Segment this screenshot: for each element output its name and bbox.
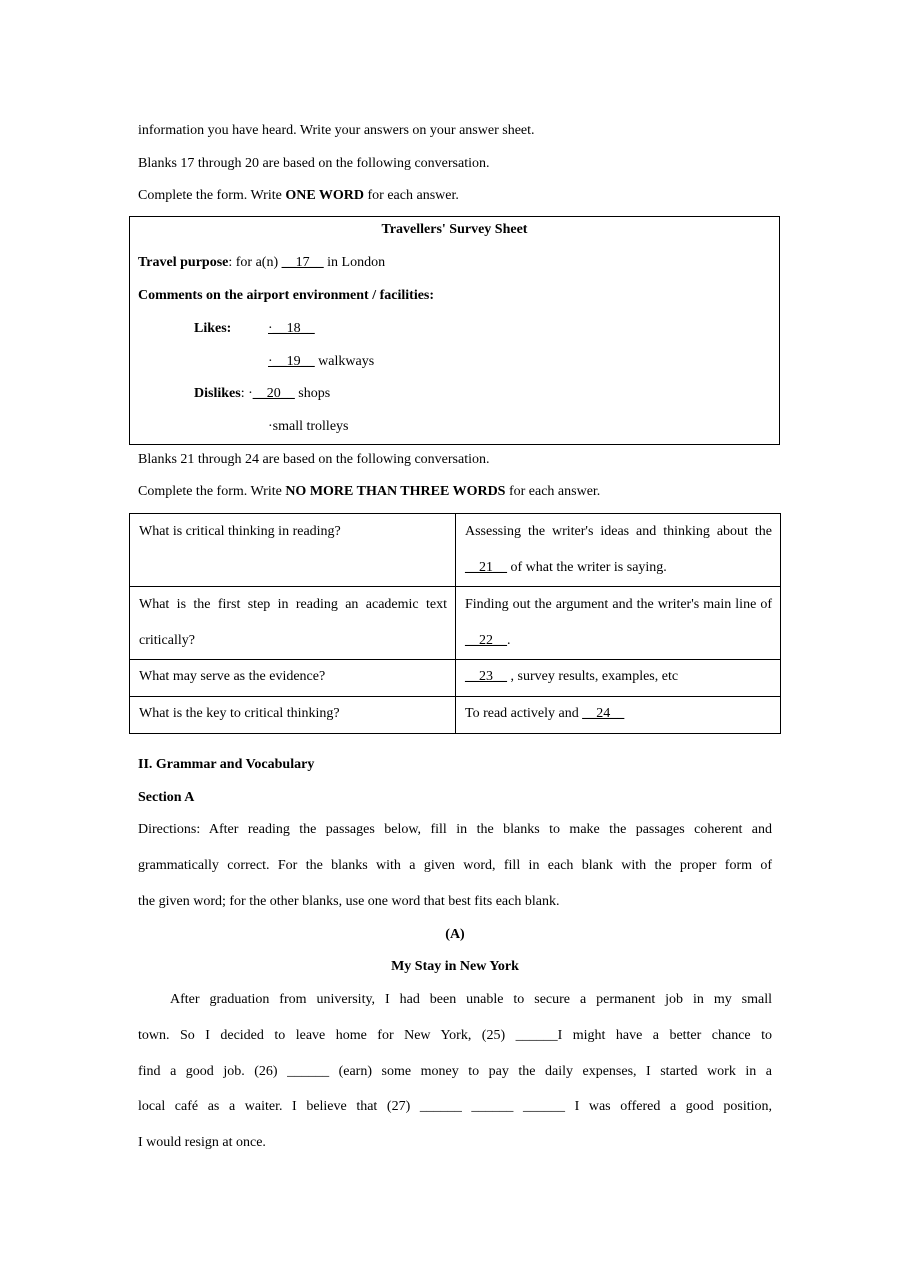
label: Travel purpose — [138, 255, 229, 270]
directions-line-3: the given word; for the other blanks, use one word that best fits each blank. — [138, 894, 560, 909]
blank-22: __22__ — [465, 633, 507, 648]
emphasis: ONE WORD — [285, 188, 365, 203]
survey-sheet-box — [129, 216, 780, 445]
blank-24: __24__ — [582, 706, 625, 721]
blank-23: __23__ — [465, 669, 507, 684]
section-heading — [138, 756, 314, 774]
blank-21: __21__ — [465, 560, 507, 575]
question-cell: What may serve as the evidence? — [130, 660, 456, 697]
blank-19: ·__19__ — [268, 354, 315, 369]
text: in London — [323, 255, 386, 270]
text: : for a(n) — [228, 255, 282, 270]
passage-line-5: I would resign at once. — [138, 1135, 266, 1150]
like-item-2 — [268, 353, 374, 371]
travel-purpose-row — [138, 254, 385, 272]
table-row — [130, 514, 781, 587]
critical-thinking-table — [129, 513, 781, 734]
text: Assessing the writer's ideas and thinking about the — [465, 524, 772, 539]
text: Complete the form. Write — [138, 484, 286, 499]
text: . — [507, 633, 511, 648]
emphasis: NO MORE THAN THREE WORDS — [285, 484, 506, 499]
table-row — [130, 697, 781, 734]
directions-line-2: grammatically correct. For the blanks with a given word, fill in each blank with the proper form of — [138, 858, 772, 873]
heading-text: Section A — [138, 790, 195, 805]
text: for each answer. — [364, 188, 459, 203]
text: Complete the form. Write — [138, 188, 286, 203]
table-row — [130, 587, 781, 660]
text: To read actively and — [465, 706, 583, 721]
blank-20: __20__ — [252, 386, 295, 401]
text: shops — [294, 386, 331, 401]
like-item-1 — [268, 320, 315, 338]
question-cell: What is the key to critical thinking? — [130, 697, 456, 734]
heading-text: II. Grammar and Vocabulary — [138, 757, 315, 772]
question-cell: What is the first step in reading an academic text critically? — [130, 587, 456, 660]
likes-label — [194, 320, 231, 338]
passage-line-2: town. So I decided to leave home for New York, (25) ______I might have a better chance to — [138, 1028, 772, 1043]
directions-line-1: Directions: After reading the passages below, fill in the blanks to make the passages coherent and — [138, 822, 772, 837]
intro-line-2: Blanks 17 through 20 are based on the following conversation. — [138, 156, 490, 171]
answer-cell — [456, 660, 781, 697]
text: of what the writer is saying. — [507, 560, 667, 575]
blank-17: __17__ — [281, 255, 324, 270]
passage-label — [138, 926, 772, 944]
passage-line-4: local café as a waiter. I believe that (27) ______ ______ ______ I was offered a good position, — [138, 1099, 772, 1114]
text: : · — [240, 386, 253, 401]
text: walkways — [314, 354, 375, 369]
dislike-item-2: ·small trolleys — [268, 419, 349, 434]
passage-line-3: find a good job. (26) ______ (earn) some money to pay the daily expenses, I started work in a — [138, 1064, 772, 1079]
title-text: Travellers' Survey Sheet — [381, 222, 528, 237]
dislikes-row — [194, 385, 330, 403]
section-subheading — [138, 789, 194, 807]
part2-line-2 — [138, 483, 600, 501]
passage-line-1: After graduation from university, I had been unable to secure a permanent job in my small — [170, 992, 772, 1007]
intro-line-1: information you have heard. Write your answers on your answer sheet. — [138, 123, 535, 138]
question-cell: What is critical thinking in reading? — [130, 514, 456, 587]
label: Likes: — [194, 321, 232, 336]
answer-cell — [456, 697, 781, 734]
answer-cell — [456, 587, 781, 660]
passage-title — [138, 958, 772, 976]
title-text: My Stay in New York — [391, 959, 519, 974]
label-text: (A) — [445, 927, 465, 942]
table-row — [130, 660, 781, 697]
text: , survey results, examples, etc — [507, 669, 679, 684]
intro-line-3 — [138, 187, 459, 205]
survey-title — [130, 221, 779, 239]
part2-line-1: Blanks 21 through 24 are based on the following conversation. — [138, 452, 490, 467]
label: Dislikes — [194, 386, 241, 401]
answer-cell — [456, 514, 781, 587]
label: Comments on the airport environment / facilities: — [138, 288, 435, 303]
comments-heading — [138, 287, 434, 305]
text: Finding out the argument and the writer's main line of — [465, 597, 772, 612]
blank-18: ·__18__ — [268, 321, 315, 336]
text: for each answer. — [505, 484, 601, 499]
